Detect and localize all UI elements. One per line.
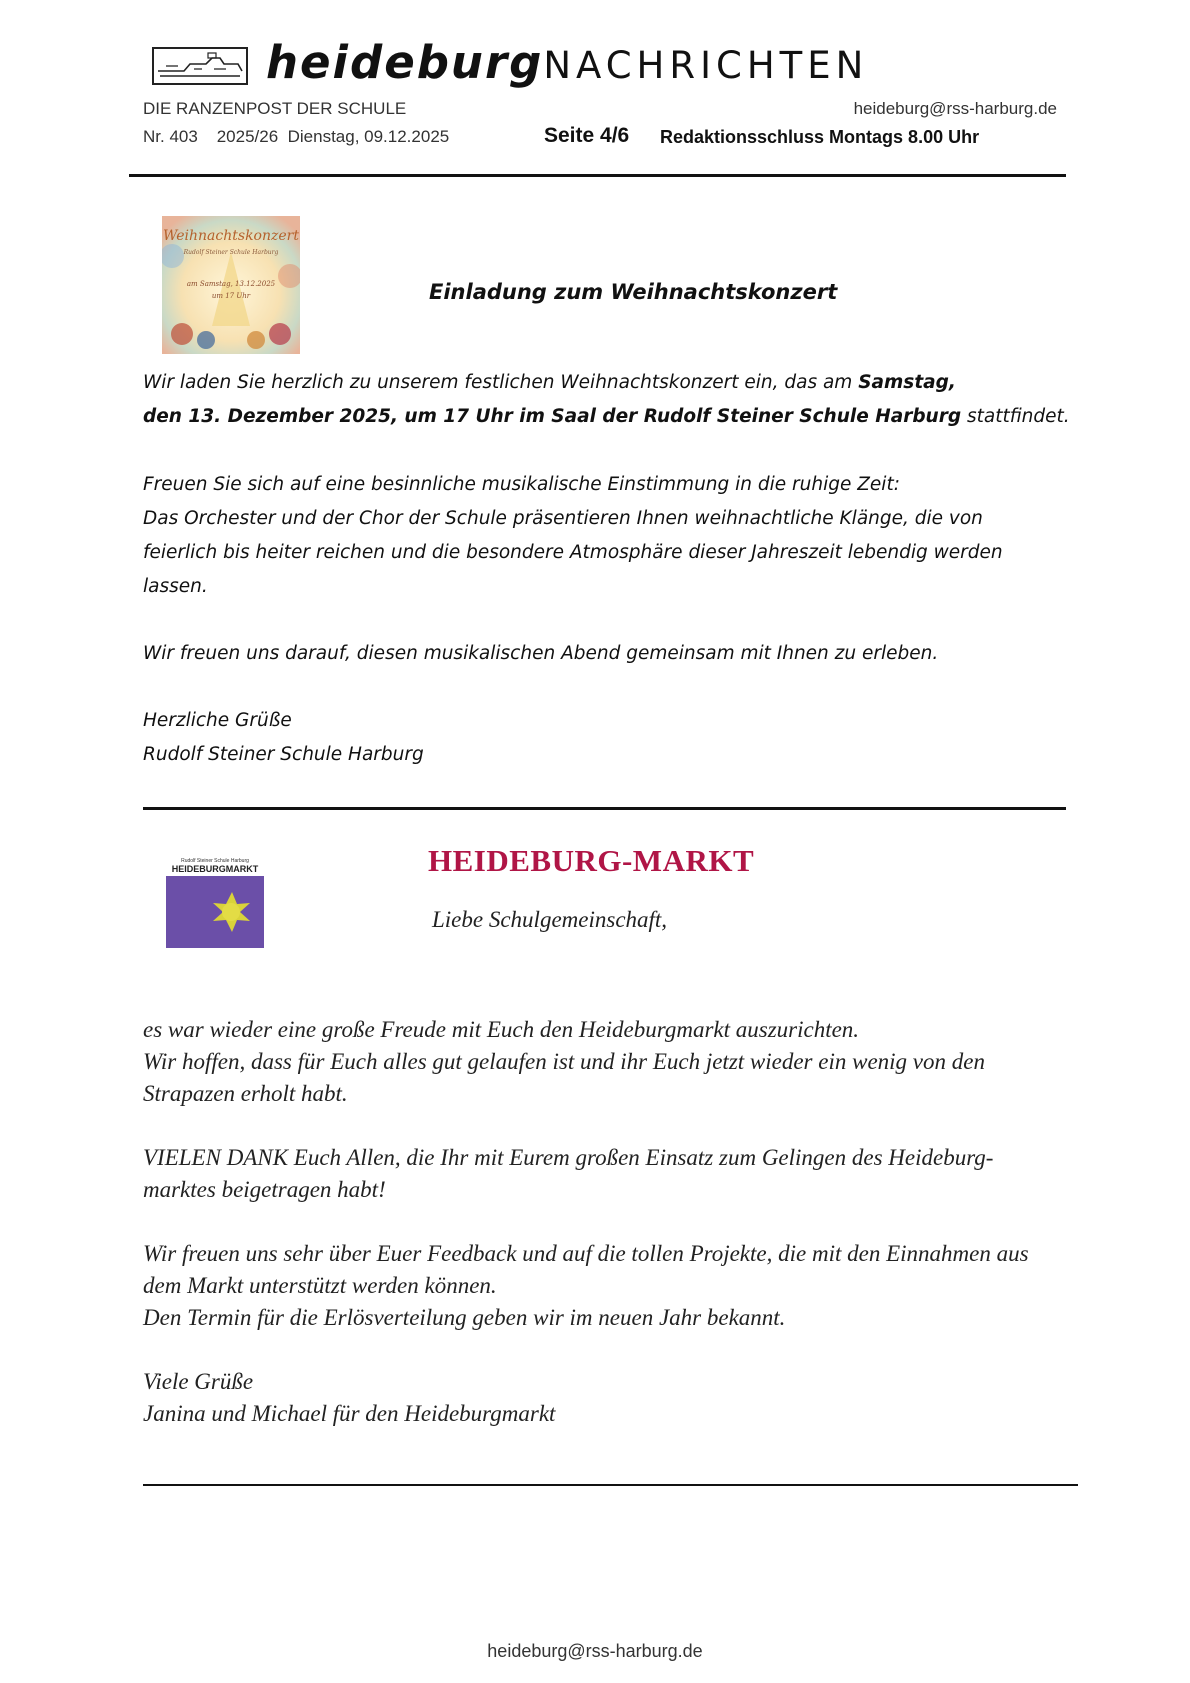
- poster-date: am Samstag, 13.12.2025: [186, 280, 276, 288]
- masthead-email[interactable]: heideburg@rss-harburg.de: [853, 99, 1057, 118]
- poster-school: Rudolf Steiner Schule Harburg: [183, 249, 279, 256]
- concert-p2-line4: lassen.: [143, 576, 208, 597]
- concert-p1-date-place: den 13. Dezember 2025, um 17 Uhr im Saal der Rudolf Steiner Schule Harburg: [143, 406, 962, 427]
- masthead-subtitle: DIE RANZENPOST DER SCHULE: [143, 99, 407, 118]
- logo-sketch-icon: [154, 49, 246, 83]
- concert-p2-line2: Das Orchester und der Chor der Schule präsentieren Ihnen weihnachtliche Klänge, die von: [143, 508, 983, 529]
- market-signature: Janina und Michael für den Heideburgmarkt: [143, 1401, 556, 1426]
- bottom-divider: [143, 1484, 1078, 1486]
- issue-info: Nr. 403 2025/26 Dienstag, 09.12.2025: [143, 127, 450, 146]
- market-greeting: Viele Grüße: [143, 1369, 254, 1394]
- concert-p1-day: Samstag,: [858, 372, 956, 393]
- market-line7: dem Markt unterstützt werden können.: [143, 1273, 497, 1298]
- market-line2: Wir hoffen, dass für Euch alles gut gelaufen ist und ihr Euch jetzt wieder ein wenig von den: [143, 1049, 985, 1074]
- footer-email[interactable]: heideburg@rss-harburg.de: [487, 1641, 703, 1661]
- concert-p1-text: Wir laden Sie herzlich zu unserem festlichen Weihnachtskonzert ein, das am: [143, 372, 859, 393]
- market-logo-small: Rudolf Steiner Schule Harburg: [181, 858, 249, 864]
- brand-main: heideburg: [266, 36, 544, 89]
- concert-p3: Wir freuen uns darauf, diesen musikalischen Abend gemeinsam mit Ihnen zu erleben.: [143, 643, 939, 664]
- brand-sub: NACHRICHTEN: [543, 44, 869, 87]
- concert-p1-line2: [143, 406, 1070, 427]
- market-logo: [166, 858, 264, 948]
- market-star-icon: [166, 876, 264, 948]
- concert-p1-end: stattfindet.: [961, 406, 1070, 427]
- concert-signature: Rudolf Steiner Schule Harburg: [143, 744, 424, 765]
- market-line6: Wir freuen uns sehr über Euer Feedback und auf die tollen Projekte, die mit den Einnahmen aus: [143, 1241, 1029, 1266]
- poster-title: Weihnachtskonzert: [163, 228, 299, 244]
- masthead-brand: [266, 36, 869, 89]
- page-number: Seite 4/6: [544, 124, 630, 147]
- market-line3: Strapazen erholt habt.: [143, 1081, 348, 1106]
- section-divider: [143, 807, 1066, 810]
- market-salutation: Liebe Schulgemeinschaft,: [432, 907, 668, 932]
- concert-p1-line1: [143, 372, 956, 393]
- concert-greeting: Herzliche Grüße: [143, 710, 292, 731]
- market-line4: VIELEN DANK Euch Allen, die Ihr mit Eurem großen Einsatz zum Gelingen des Heideburg-: [143, 1145, 994, 1170]
- market-logo-label: HEIDEBURGMARKT: [171, 864, 259, 874]
- market-title: HEIDEBURG-MARKT: [428, 843, 755, 878]
- header-divider: [129, 174, 1066, 177]
- market-line8: Den Termin für die Erlösverteilung geben wir im neuen Jahr bekannt.: [143, 1305, 786, 1330]
- masthead-logo: [152, 47, 248, 85]
- concert-title: Einladung zum Weihnachtskonzert: [429, 280, 838, 304]
- concert-poster: [162, 216, 300, 354]
- deadline: Redaktionsschluss Montags 8.00 Uhr: [660, 127, 980, 147]
- poster-time: um 17 Uhr: [211, 292, 251, 300]
- market-line1: es war wieder eine große Freude mit Euch den Heideburgmarkt auszurichten.: [143, 1017, 860, 1042]
- concert-p2-line3: feierlich bis heiter reichen und die besondere Atmosphäre dieser Jahreszeit lebendig werden: [143, 542, 1003, 563]
- market-line5: marktes beigetragen habt!: [143, 1177, 386, 1202]
- concert-p2-line1: Freuen Sie sich auf eine besinnliche musikalische Einstimmung in die ruhige Zeit:: [143, 474, 900, 495]
